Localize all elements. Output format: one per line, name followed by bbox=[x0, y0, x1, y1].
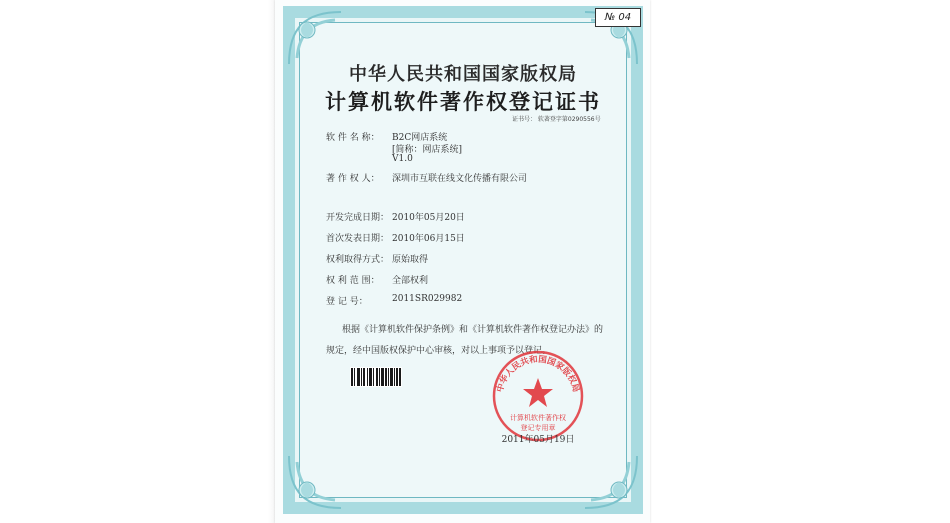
issuing-authority: 中华人民共和国国家版权局 bbox=[349, 64, 577, 85]
software-name-value: B2C网店系统 bbox=[392, 133, 448, 143]
acquisition-method-label: 权利取得方式： bbox=[326, 255, 390, 265]
official-seal bbox=[486, 348, 590, 444]
publication-date-value: 2010年06月15日 bbox=[392, 234, 465, 244]
corner-ornament-bottom-left bbox=[285, 452, 345, 512]
certificate-title: 计算机软件著作权登记证书 bbox=[325, 89, 601, 114]
copyright-owner-label: 著 作 权 人： bbox=[326, 174, 380, 184]
software-name-label: 软 件 名 称： bbox=[326, 133, 380, 143]
corner-ornament-bottom-right bbox=[581, 452, 641, 512]
seal-date: 2011年05月19日 bbox=[501, 435, 575, 445]
software-version: V1.0 bbox=[392, 154, 413, 164]
completion-date-value: 2010年05月20日 bbox=[392, 213, 465, 223]
completion-date-label: 开发完成日期： bbox=[326, 213, 390, 223]
certificate-number: 证书号： 软著登字第0290556号 bbox=[512, 116, 601, 123]
seal-center-line-2: 登记专用章 bbox=[520, 424, 556, 432]
copyright-owner-value: 深圳市互联在线文化传播有限公司 bbox=[392, 174, 528, 184]
seal-ring-text: 中华人民共和国国家版权局 bbox=[495, 354, 581, 394]
rights-scope-value: 全部权利 bbox=[392, 276, 429, 286]
acquisition-method-value: 原始取得 bbox=[392, 255, 429, 265]
statement-line-1: 根据《计算机软件保护条例》和《计算机软件著作权登记办法》的 bbox=[342, 325, 604, 335]
barcode bbox=[350, 367, 402, 387]
number-stamp: № 04 bbox=[595, 8, 641, 27]
seal-star-icon bbox=[523, 378, 553, 407]
corner-ornament-top-left bbox=[285, 8, 345, 68]
publication-date-label: 首次发表日期： bbox=[326, 234, 390, 244]
registration-number-value: 2011SR029982 bbox=[392, 294, 463, 304]
registration-number-label: 登 记 号： bbox=[326, 297, 368, 307]
seal-center-line-1: 计算机软件著作权 bbox=[510, 414, 566, 422]
rights-scope-label: 权 利 范 围： bbox=[326, 276, 380, 286]
software-short-name: [简称：网店系统] bbox=[392, 145, 463, 155]
statement-line-2: 规定，经中国版权保护中心审核，对以上事项予以登记。 bbox=[326, 346, 552, 356]
